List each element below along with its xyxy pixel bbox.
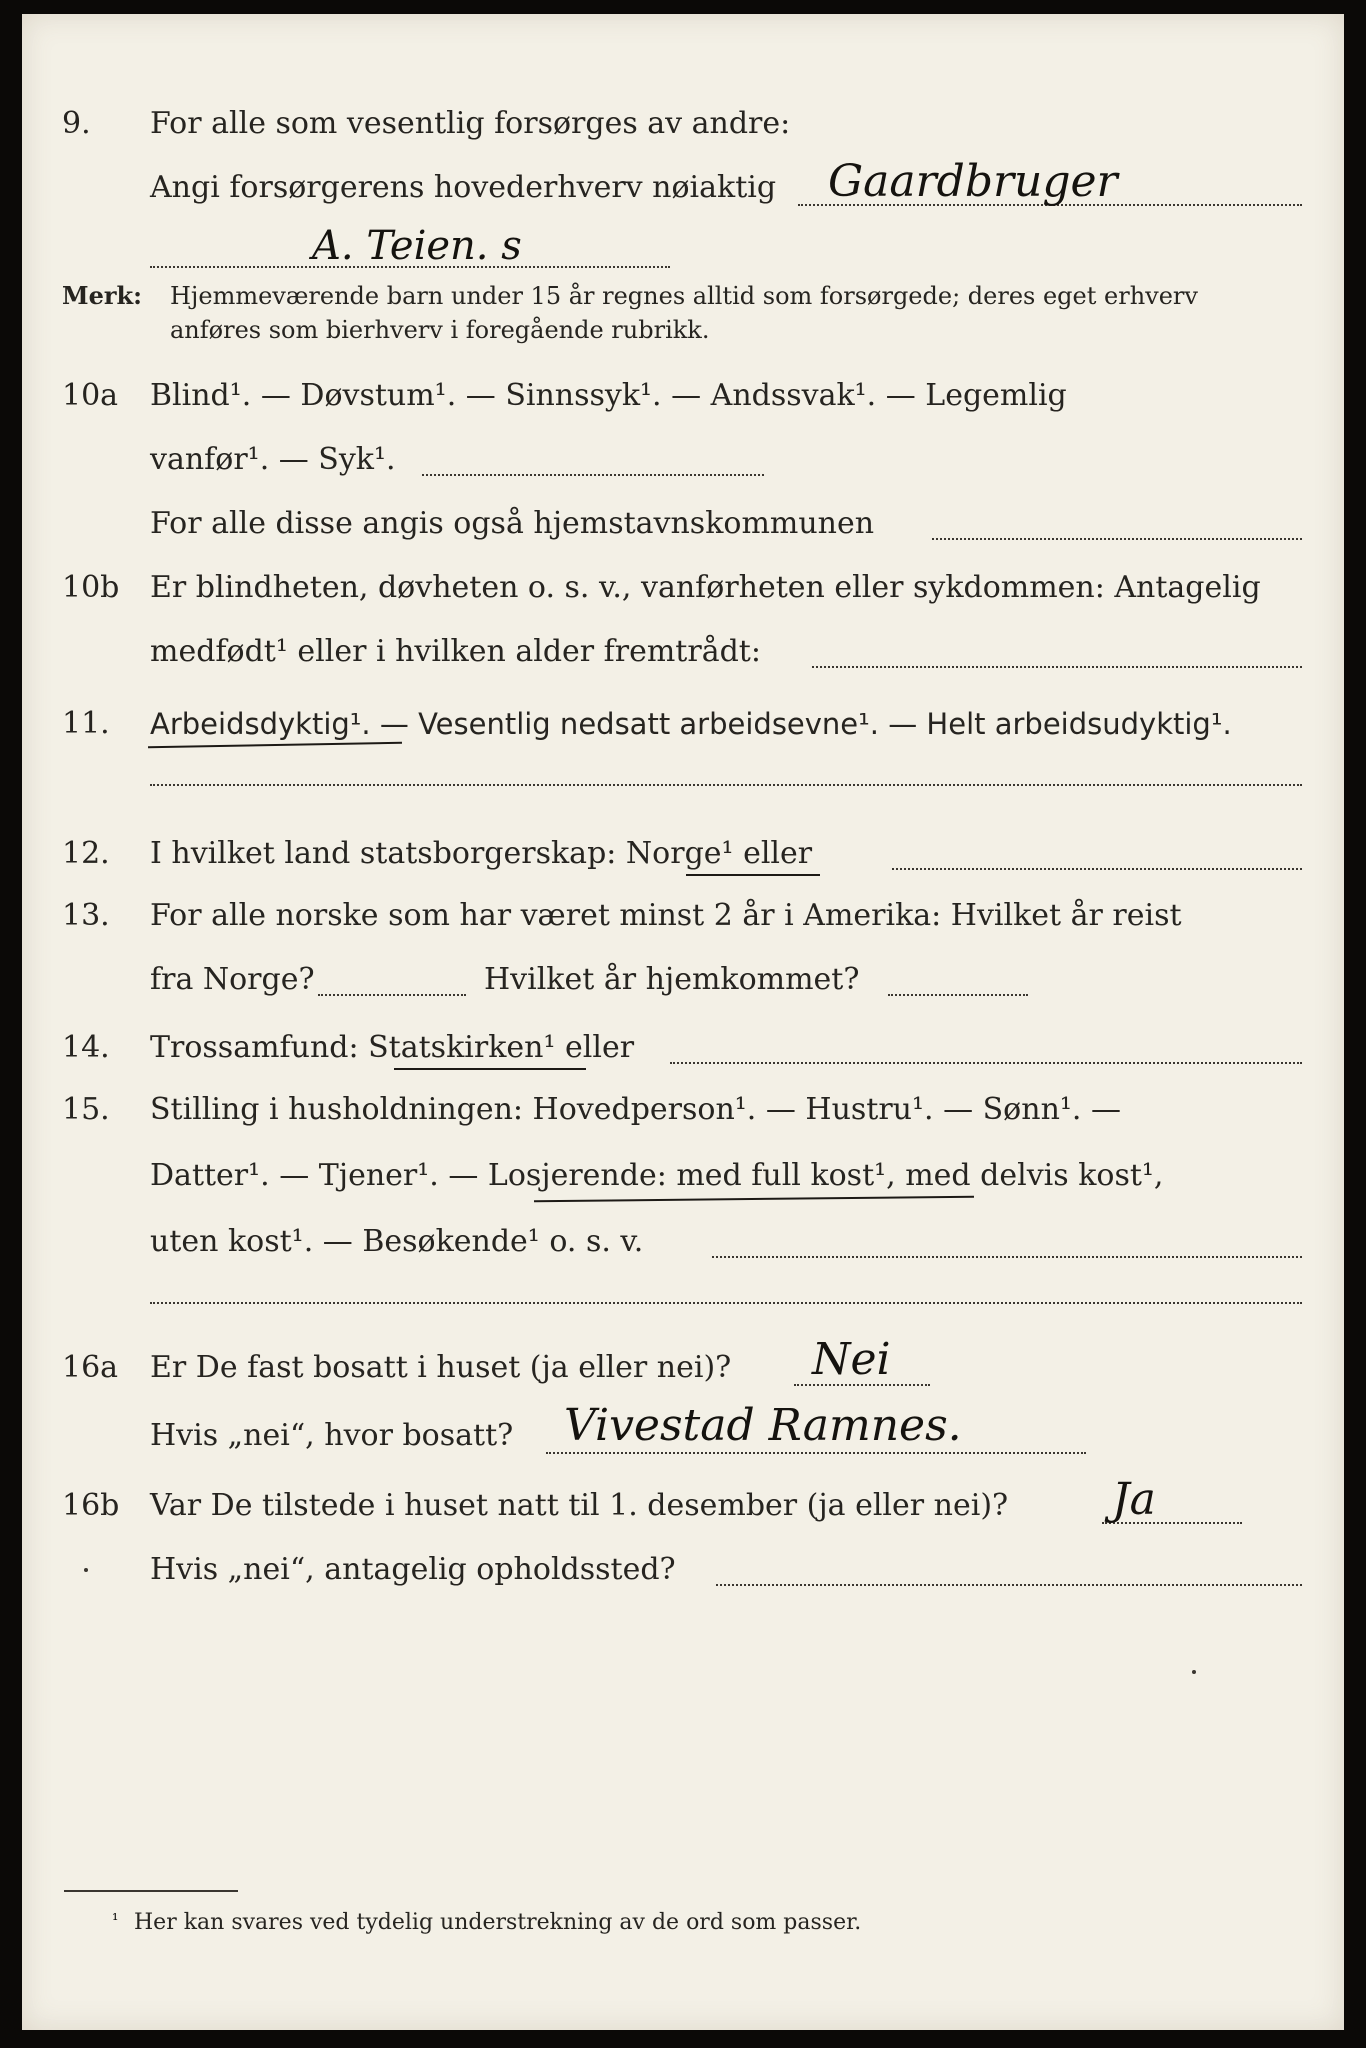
q14-underline-statskirken: [394, 1068, 586, 1070]
merk-note: [22, 276, 1344, 346]
q15-line4: [22, 1280, 1344, 1332]
q16a-text-line1: Er De fast bosatt i huset (ja eller nei)?: [150, 1350, 732, 1385]
q16a-line1: [22, 1334, 1344, 1394]
q13-text-line2b: Hvilket år hjemkommet?: [484, 962, 860, 997]
q16a-number: 16a: [62, 1350, 119, 1385]
q10a-line1: [22, 370, 1344, 422]
paper-speck: [1192, 1670, 1196, 1674]
q10b-text-line2: medfødt¹ eller i hvilken alder fremtrådt:: [150, 634, 761, 669]
q16a-handwritten-answer: Nei: [812, 1334, 891, 1385]
merk-label: Merk:: [62, 281, 142, 310]
q10a-number: 10a: [62, 378, 119, 413]
q11-text-line1: Arbeidsdyktig¹. — Vesentlig nedsatt arbeidsevne¹. — Helt arbeidsudyktig¹.: [150, 707, 1232, 741]
q13-return-year-line[interactable]: [888, 994, 1028, 996]
q14-text-line1: Trossamfund: Statskirken¹ eller: [150, 1030, 635, 1065]
q9-text-line2: Angi forsørgerens hovederhverv nøiaktig: [150, 170, 777, 205]
q12-line1: [22, 828, 1344, 880]
q11-number: 11.: [62, 706, 110, 741]
q12-number: 12.: [62, 836, 110, 871]
q10a-line2: [22, 434, 1344, 486]
q11-line2: [22, 762, 1344, 814]
q15-number: 15.: [62, 1092, 110, 1127]
q16b-handwritten-answer: Ja: [1112, 1474, 1156, 1525]
q15-answer-line[interactable]: [712, 1256, 1302, 1258]
footnote-marker: ¹: [112, 1910, 119, 1929]
q12-text-line1: I hvilket land statsborgerskap: Norge¹ eller: [150, 836, 813, 871]
merk-text-line2: anføres som bierhverv i foregående rubrikk.: [170, 316, 710, 344]
q13-line2: [22, 954, 1344, 1006]
census-form-page: [22, 14, 1344, 2030]
q14-number: 14.: [62, 1030, 110, 1065]
q15-line1: [22, 1084, 1344, 1136]
q13-line1: [22, 890, 1344, 942]
q16b-whereabouts-line[interactable]: [716, 1584, 1302, 1586]
q16a-line2: [22, 1400, 1344, 1462]
q15-text-line1: Stilling i husholdningen: Hovedperson¹. — Hustru¹. — Sønn¹. —: [150, 1092, 1121, 1127]
q10b-answer-line[interactable]: [812, 666, 1302, 668]
q10b-text-line1: Er blindheten, døvheten o. s. v., vanførheten eller sykdommen: Antagelig: [150, 570, 1261, 605]
q10b-number: 10b: [62, 570, 120, 605]
footnote-text: Her kan svares ved tydelig understrekning av de ord som passer.: [134, 1910, 862, 1935]
merk-text-line1: Hjemmeværende barn under 15 år regnes alltid som forsørgede; deres eget erhverv: [170, 282, 1198, 310]
q12-underline-norge: [686, 874, 820, 876]
q15-text-line3: uten kost¹. — Besøkende¹ o. s. v.: [150, 1224, 644, 1259]
q10b-line1: [22, 562, 1344, 614]
q13-number: 13.: [62, 898, 110, 933]
q10b-line2: [22, 626, 1344, 678]
q10a-line3: [22, 498, 1344, 550]
q9-text-line1: For alle som vesentlig forsørges av andre:: [150, 106, 791, 141]
q13-departure-year-line[interactable]: [318, 994, 466, 996]
q9-line2: [22, 156, 1344, 214]
q13-text-line1: For alle norske som har været minst 2 år i Amerika: Hvilket år reist: [150, 898, 1182, 933]
q11-answer-line[interactable]: [150, 784, 1302, 786]
q10a-text-line3: For alle disse angis også hjemstavnskommunen: [150, 506, 875, 541]
q11-line1: [22, 698, 1344, 750]
q9-line1: [22, 98, 1344, 150]
q9-line3: [22, 224, 1344, 276]
q16a-handwritten-residence: Vivestad Ramnes.: [564, 1400, 962, 1451]
q14-line1: [22, 1022, 1344, 1074]
footnote-rule: [64, 1890, 238, 1892]
paper-speck: [84, 1568, 88, 1572]
q16b-line2: [22, 1544, 1344, 1596]
q16b-number: 16b: [62, 1488, 120, 1523]
q16b-text-line2: Hvis „nei“, antagelig opholdssted?: [150, 1552, 676, 1587]
q10a-hometown-line[interactable]: [932, 538, 1302, 540]
q16b-line1: [22, 1474, 1344, 1532]
q15-answer-line-2[interactable]: [150, 1302, 1302, 1304]
q15-text-line2: Datter¹. — Tjener¹. — Losjerende: med full kost¹, med delvis kost¹,: [150, 1158, 1164, 1193]
q15-line2: [22, 1150, 1344, 1202]
q16b-text-line1: Var De tilstede i huset natt til 1. desember (ja eller nei)?: [150, 1488, 1009, 1523]
q9-handwritten-occupation: Gaardbruger: [828, 156, 1118, 207]
q9-handwritten-name: A. Teien. s: [312, 223, 522, 269]
q10a-text-line1: Blind¹. — Døvstum¹. — Sinnssyk¹. — Andssvak¹. — Legemlig: [150, 378, 1067, 413]
q14-answer-line[interactable]: [670, 1062, 1302, 1064]
q15-line3: [22, 1216, 1344, 1268]
q10a-answer-line[interactable]: [422, 474, 764, 476]
q10a-text-line2: vanfør¹. — Syk¹.: [150, 442, 396, 477]
q13-text-line2a: fra Norge?: [150, 962, 315, 997]
q16a-residence-line[interactable]: [546, 1452, 1086, 1454]
q12-answer-line[interactable]: [892, 868, 1302, 870]
q16a-text-line2: Hvis „nei“, hvor bosatt?: [150, 1418, 514, 1453]
q9-number: 9.: [62, 106, 91, 141]
